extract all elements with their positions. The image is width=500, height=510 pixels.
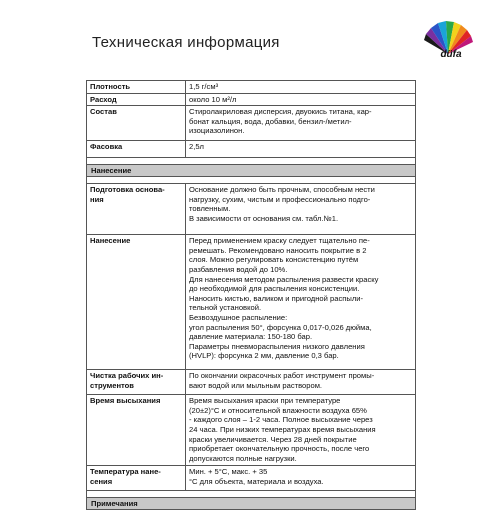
text-line: давление материала: 150-180 бар. [189,332,313,342]
table-row [87,93,416,106]
row-label: Расход [87,93,186,106]
text-line: (HVLP): форсунка 2 мм, давление 0,3 бар. [189,351,339,361]
properties-table [86,80,416,158]
text-line: товленным. [189,204,231,214]
text-line: Время высыхания краски при температуре [189,396,341,406]
text-line: По окончании окрасочных работ инструмент промы- [189,371,375,381]
section-header-application: Нанесение [86,164,416,177]
row-value [186,395,416,466]
row-label [87,184,186,235]
text-line: Нанесение [90,236,131,246]
text-line: 1,5 г/см³ [189,82,219,91]
text-line: Температура нане- [90,467,161,477]
text-line: Основание должно быть прочным, способным нести [189,185,375,195]
row-label [87,235,186,370]
row-value [186,106,416,141]
text-line: 24 часа. При низких температурах время высыхания [189,424,376,434]
tech-sheet [86,80,416,510]
text-line: угол распыления 50°, форсунка 0,017-0,026 дюйма, [189,322,372,332]
text-line: бонат кальция, вода, добавки, бензил-/метил- [189,116,352,126]
text-line: Стиролакриловая дисперсия, двуокись титана, кар- [189,107,372,117]
table-row [87,184,416,235]
row-label: Фасовка [87,141,186,158]
text-line: В зависимости от основания см. табл.№1. [189,213,339,223]
text-line: сения [90,476,113,486]
row-value [186,370,416,395]
row-label [87,395,186,466]
row-label [87,370,186,395]
text-line: Подготовка основа- [90,185,165,195]
text-line: °С для объекта, материала и воздуха. [189,476,324,486]
text-line: слоя. Можно регулировать консистенцию путём [189,255,359,265]
application-table [86,183,416,491]
table-row [87,235,416,370]
row-label: Состав [87,106,186,141]
row-value [186,141,416,158]
text-line: разбавления водой до 10%. [189,264,288,274]
text-line: вают водой или мыльным раствором. [189,380,323,390]
text-line: до необходимой для распыления консистенции. [189,284,360,294]
text-line: - каждого слоя – 1-2 часа. Полное высыхание через [189,415,373,425]
row-value [186,93,416,106]
table-row [87,141,416,158]
row-value [186,184,416,235]
page-title: Техническая информация [92,34,280,51]
text-line: Для нанесения методом распыления развести краску [189,274,379,284]
logo-text: düfa [440,49,462,60]
text-line: нагрузку, сухим, чистым и профессионально подго- [189,194,371,204]
text-line: Безвоздушное распыление: [189,312,288,322]
text-line: 2,5л [189,142,204,152]
table-row [87,466,416,491]
text-line: изоциазолинон. [189,126,245,136]
table-row [87,81,416,94]
table-row [87,370,416,395]
text-line: Перед применением краску следует тщательно пе- [189,236,370,246]
table-row [87,395,416,466]
text-line: тельной установкой. [189,303,262,313]
text-line: краски увеличивается. Через 28 дней покрытие [189,434,357,444]
text-line: ния [90,194,104,204]
row-value [186,235,416,370]
row-value [186,81,416,94]
text-line: Параметры пневмораспыления низкого давления [189,341,365,351]
row-label [87,466,186,491]
row-value [186,466,416,491]
text-line: Мин. + 5°С, макс. + 35 [189,467,268,477]
text-line: (20±2)°С и относительной влажности воздуха 65% [189,405,367,415]
section-header-notes: Примечания [86,497,416,510]
text-line: около 10 м²/л [189,94,237,104]
text-line: Время высыхания [90,396,161,406]
row-label: Плотность [87,81,186,94]
text-line: приобретает окончательную прочность, после чего [189,444,370,454]
text-line: допускаются полные нагрузки. [189,453,297,463]
table-row [87,106,416,141]
text-line: струментов [90,380,134,390]
text-line: ремешать. Рекомендовано наносить покрытие в 2 [189,245,367,255]
text-line: Наносить кистью, валиком и пригодной распыли- [189,293,364,303]
text-line: Чистка рабочих ин- [90,371,164,381]
